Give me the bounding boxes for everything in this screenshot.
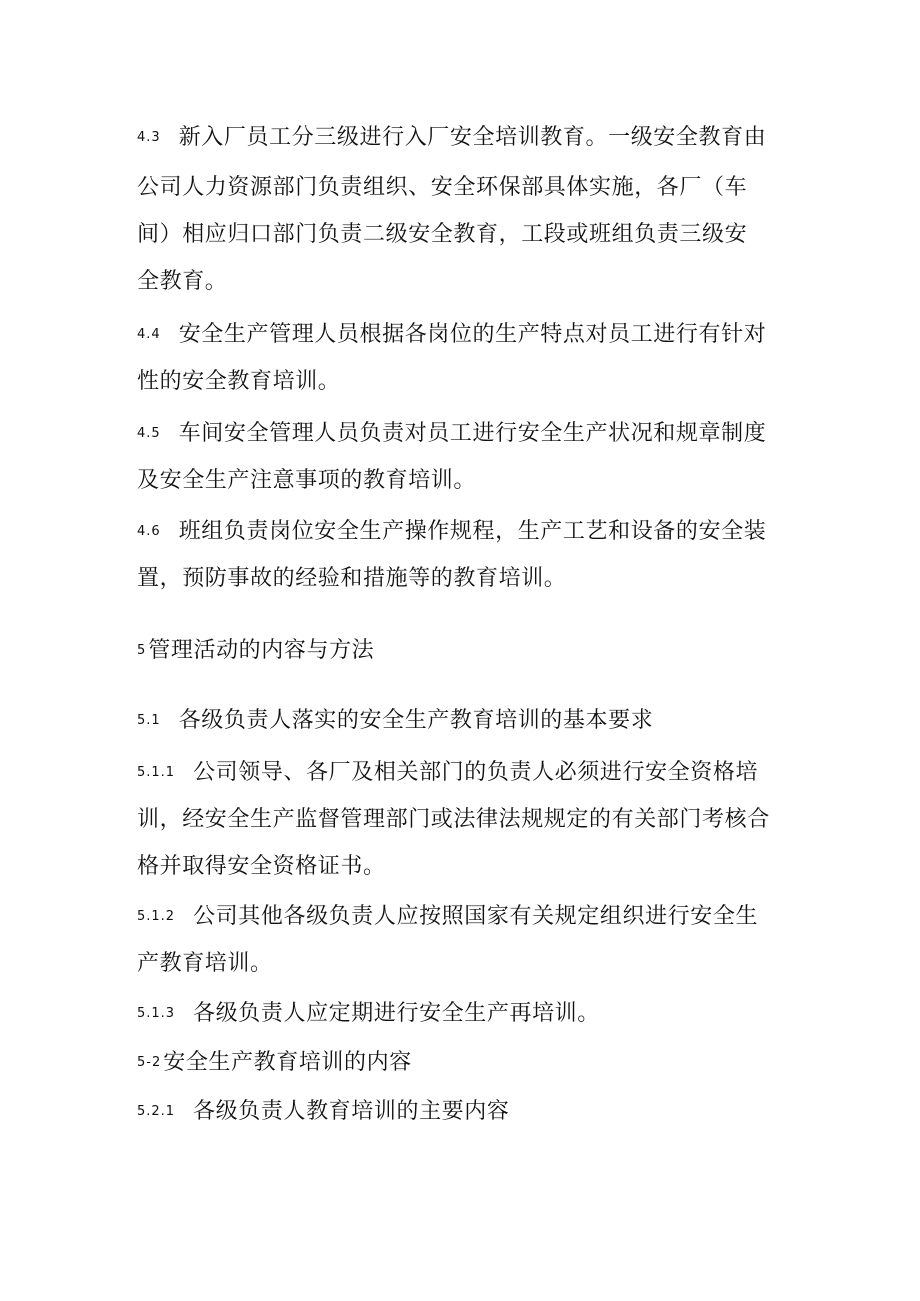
- section-number-4-6: 4.6: [137, 524, 161, 539]
- section-title: 管理活动的内容与方法: [148, 638, 375, 663]
- paragraph-4-6-line-2: [137, 564, 797, 594]
- paragraph-4-3-line-4: [137, 267, 797, 297]
- paragraph-text: 及安全生产注意事项的教育培训。: [137, 468, 477, 493]
- paragraph-4-3-line-2: [137, 173, 797, 203]
- paragraph-5-1-2-line-2: [137, 949, 797, 979]
- section-number-5-2: 5-2: [137, 1055, 162, 1070]
- section-number-5: 5: [137, 643, 147, 658]
- paragraph-text: 安全生产管理人员根据各岗位的生产特点对员工进行有针对: [178, 322, 767, 347]
- paragraph-text: 车间安全管理人员负责对员工进行安全生产状况和规章制度: [178, 421, 767, 446]
- paragraph-4-6-line-1: [137, 517, 797, 547]
- paragraph-5-1-1-line-2: [137, 805, 797, 835]
- section-number-4-4: 4.4: [137, 327, 161, 342]
- paragraph-text: 训，经安全生产监督管理部门或法律法规规定的有关部门考核合: [137, 807, 770, 832]
- paragraph-5-1-2-line-1: [137, 902, 797, 932]
- section-number-4-3: 4.3: [137, 130, 161, 145]
- paragraph-text: 班组负责岗位安全生产操作规程，生产工艺和设备的安全装: [178, 519, 767, 544]
- paragraph-4-5-line-2: [137, 466, 797, 496]
- paragraph-5-1-3: [137, 999, 797, 1029]
- section-number-5-1-2: 5.1.2: [137, 909, 176, 924]
- section-number-5-1-1: 5.1.1: [137, 765, 176, 780]
- section-heading-5-1: [137, 706, 797, 736]
- paragraph-text: 全教育。: [137, 269, 228, 294]
- paragraph-text: 各级负责人教育培训的主要内容: [193, 1099, 510, 1124]
- paragraph-4-4-line-2: [137, 367, 797, 397]
- paragraph-text: 各级负责人应定期进行安全生产再培训。: [193, 1001, 600, 1026]
- paragraph-text: 性的安全教育培训。: [137, 369, 341, 394]
- paragraph-5-1-1-line-3: [137, 852, 797, 882]
- section-number-5-2-1: 5.2.1: [137, 1104, 176, 1119]
- paragraph-text: 置，预防事故的经验和措施等的教育培训。: [137, 566, 567, 591]
- section-number-5-1-3: 5.1.3: [137, 1006, 176, 1021]
- paragraph-4-3-line-1: [137, 123, 797, 153]
- section-heading-5: [137, 636, 797, 666]
- paragraph-text: 公司人力资源部门负责组织、安全环保部具体实施，各厂（车: [137, 175, 748, 200]
- paragraph-text: 间）相应归口部门负责二级安全教育，工段或班组负责三级安: [137, 222, 748, 247]
- paragraph-text: 格并取得安全资格证书。: [137, 854, 386, 879]
- section-title: 各级负责人落实的安全生产教育培训的基本要求: [178, 708, 654, 733]
- section-number-4-5: 4.5: [137, 426, 161, 441]
- section-title: 安全生产教育培训的内容: [163, 1050, 412, 1075]
- paragraph-4-5-line-1: [137, 419, 797, 449]
- paragraph-text: 新入厂员工分三级进行入厂安全培训教育。一级安全教育由: [178, 125, 767, 150]
- section-number-5-1: 5.1: [137, 713, 161, 728]
- paragraph-text: 公司领导、各厂及相关部门的负责人必须进行安全资格培: [193, 760, 759, 785]
- paragraph-5-2-1: [137, 1097, 797, 1127]
- paragraph-text: 产教育培训。: [137, 951, 273, 976]
- paragraph-4-3-line-3: [137, 220, 797, 250]
- section-heading-5-2: [137, 1048, 797, 1078]
- paragraph-text: 公司其他各级负责人应按照国家有关规定组织进行安全生: [193, 904, 759, 929]
- paragraph-4-4-line-1: [137, 320, 797, 350]
- paragraph-5-1-1-line-1: [137, 758, 797, 788]
